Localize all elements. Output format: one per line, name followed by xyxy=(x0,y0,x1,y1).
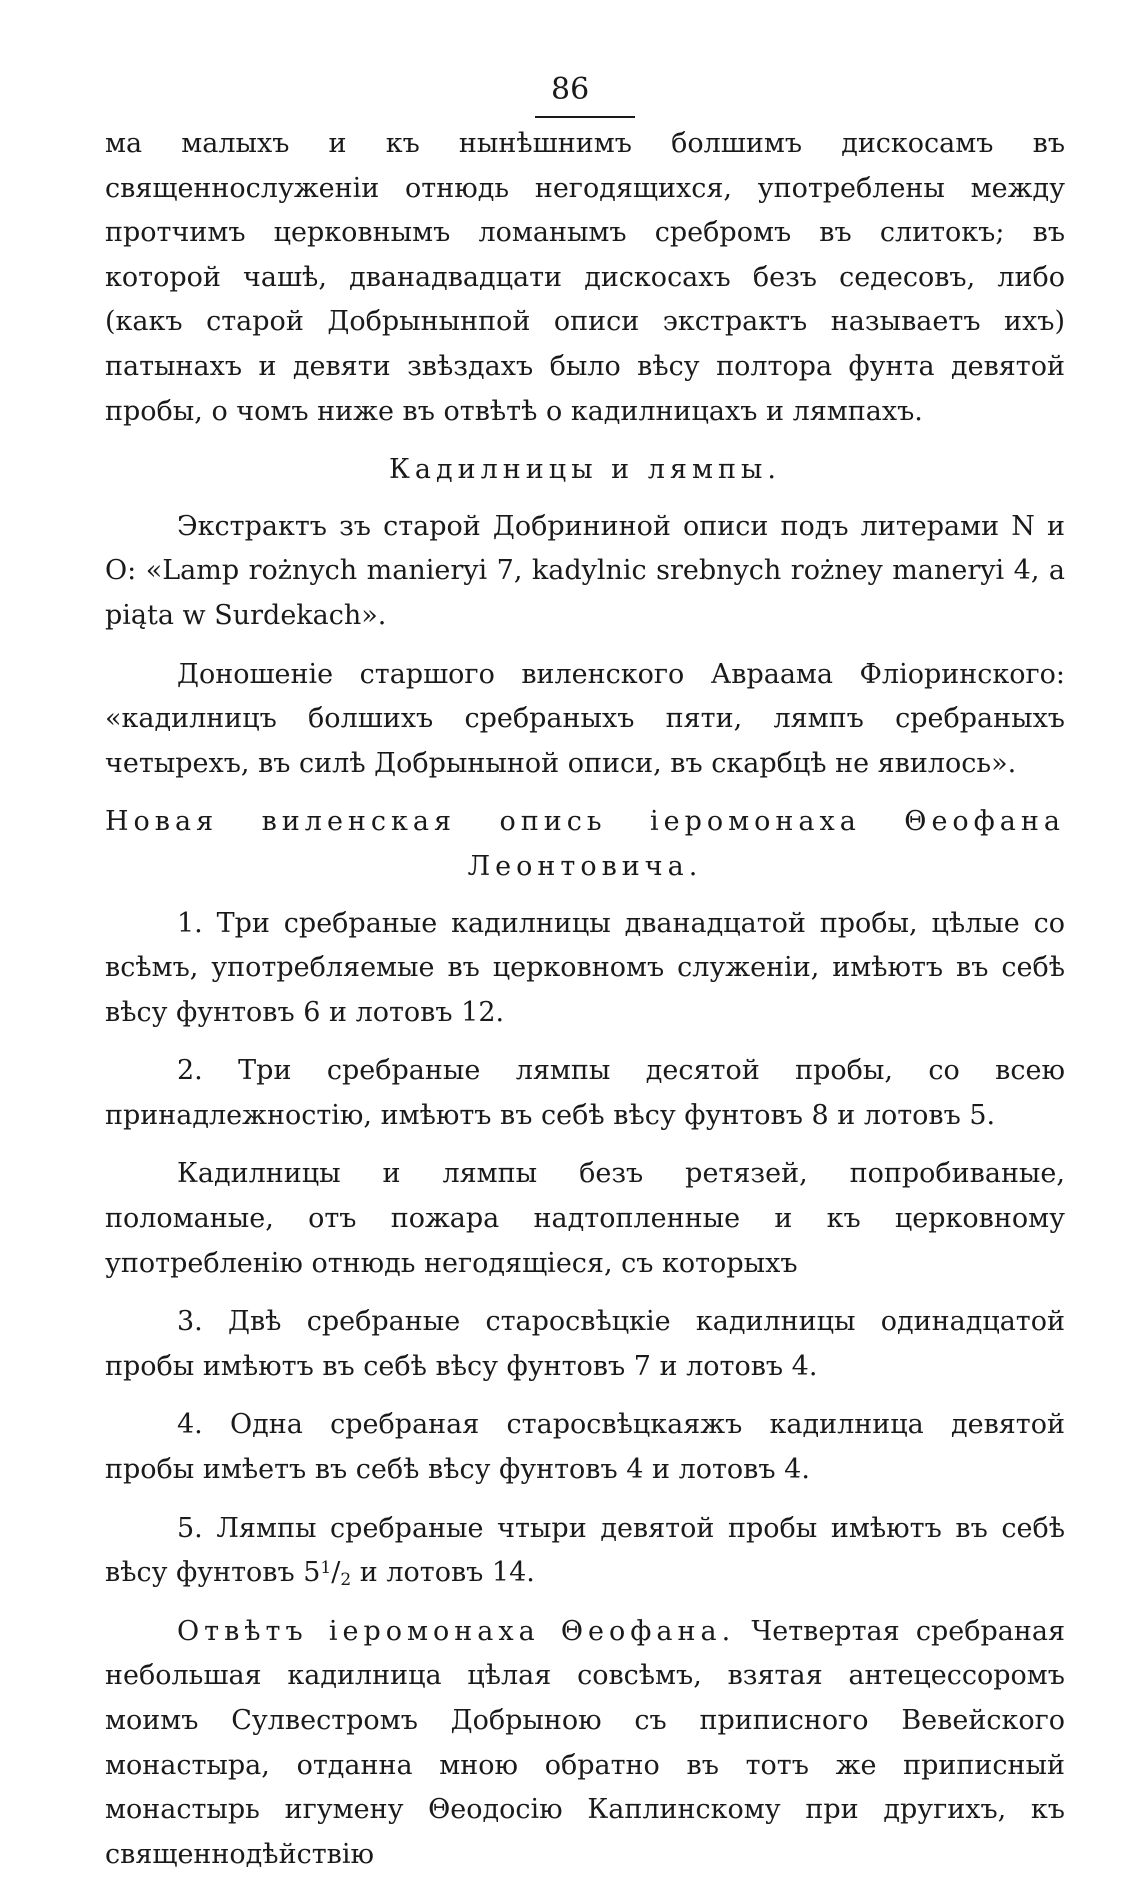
paragraph-answer xyxy=(105,1610,1065,1878)
section-heading-new-inventory: Новая виленская опись іеромонаха Θеофана Леонтовича. xyxy=(105,806,1065,882)
paragraph-extract: Экстрактъ зъ старой Добрининой описи подъ литерами N и O: «Lamp rożnych manieryi 7, kadylnic srebnych rożney maneryi 4, a piąta w Surdekach». xyxy=(105,510,1065,631)
section-heading-censers: Кадилницы и лямпы. xyxy=(388,454,782,486)
list-item-5: 5. Лямпы сребраные чтыри девятой пробы имѣютъ въ себѣ вѣсу фунтовъ $5^1/_2$ и лотовъ 14. xyxy=(105,1512,1065,1591)
paragraph-damaged-items: Кадилницы и лямпы безъ ретязей, попробиваные, поломаные, отъ пожара надтопленные и къ церковному употребленію отнюдь негодящіеся, съ которыхъ xyxy=(105,1158,1065,1279)
paragraph-continuation: ма малыхъ и къ нынѣшнимъ болшимъ дискосамъ въ священнослуженіи отнюдь негодящихся, употреблены между протчимъ церковнымъ ломанымъ сребромъ въ слитокъ; въ которой чашѣ, дванадвадцати дискосахъ безъ седесовъ, либо (какъ старой Добрынынпой описи экстрактъ называетъ ихъ) патынахъ и девяти звѣздахъ было вѣсу полтора фунта девятой пробы, о чомъ ниже въ отвѣтѣ о кадилницахъ и лямпахъ. xyxy=(105,128,1065,427)
paragraph-report: Доношеніе старшого виленского Авраама Фліоринского: «кадилницъ болшихъ сребраныхъ пяти, лямпъ сребраныхъ четырехъ, въ силѣ Добрыныной описи, въ скарбцѣ не явилось». xyxy=(105,658,1065,779)
page-header xyxy=(105,70,1065,122)
answer-lead: Отвѣтъ іеромонаха Θеофана. xyxy=(177,1615,736,1647)
fraction-denominator: 2 xyxy=(340,1570,352,1591)
list-item-3: 3. Двѣ сребраные старосвѣцкіе кадилницы одинадцатой пробы имѣютъ въ себѣ вѣсу фунтовъ 7 и лотовъ 4. xyxy=(105,1306,1065,1382)
page-number-underline xyxy=(535,116,635,118)
page-number: 86 xyxy=(551,72,590,107)
list-item-1: 1. Три сребраные кадилницы дванадцатой пробы, цѣлые со всѣмъ, употребляемые въ церковномъ служеніи, имѣютъ въ себѣ вѣсу фунтовъ 6 и лотовъ 12. xyxy=(105,907,1065,1028)
list-item-5-end: и лотовъ 14. xyxy=(351,1557,535,1589)
answer-text: Четвертая сребраная небольшая кадилница цѣлая совсѣмъ, взятая антецессоромъ моимъ Сулвестромъ Добрыною съ приписного Вевейского монастыра, отданна мною обратно въ тотъ же приписный монастырь игумену Θеодосію Каплинскому при другихъ, къ священнодѣйствію xyxy=(105,1615,1065,1870)
document-page xyxy=(105,70,1065,1877)
fraction-numerator: 1 xyxy=(320,1558,332,1579)
list-item-4: 4. Одна сребраная старосвѣцкаяжъ кадилница девятой пробы имѣетъ въ себѣ вѣсу фунтовъ 4 и лотовъ 4. xyxy=(105,1409,1065,1486)
list-item-5-start: 5. Лямпы сребраные чтыри девятой пробы имѣютъ въ себѣ вѣсу фунтовъ 5 xyxy=(105,1512,1065,1589)
list-item-2: 2. Три сребраные лямпы десятой пробы, со всею принадлежностію, имѣютъ въ себѣ вѣсу фунтовъ 8 и лотовъ 5. xyxy=(105,1055,1065,1131)
